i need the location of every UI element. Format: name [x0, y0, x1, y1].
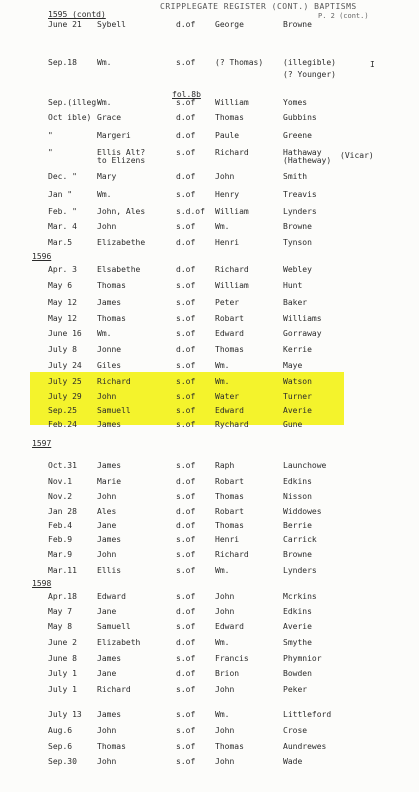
entry-date: Sep.6: [48, 742, 73, 751]
entry-date: July 24: [48, 361, 82, 370]
entry-row: [0, 329, 419, 343]
entry-rel: s.of: [176, 461, 196, 470]
entry-date: ": [48, 148, 53, 157]
entry-date: Feb.4: [48, 521, 73, 530]
entry-surname: Crose: [283, 726, 308, 735]
entry-rel: d.of: [176, 345, 196, 354]
entry-rel: s.of: [176, 190, 196, 199]
entry-rel: s.of: [176, 361, 196, 370]
entry-first: John: [97, 726, 117, 735]
entry-surname: Berrie: [283, 521, 312, 530]
entry-rel: d.of: [176, 607, 196, 616]
entry-row: [0, 113, 419, 127]
entry-row: [0, 622, 419, 636]
entry-parent: Water: [215, 392, 240, 401]
entry-surname: Treavis: [283, 190, 317, 199]
entry-first: Jane: [97, 521, 117, 530]
entry-date: May 8: [48, 622, 73, 631]
entry-parent: John: [215, 726, 235, 735]
entry-rel: s.of: [176, 377, 196, 386]
entry-date: June 16: [48, 329, 82, 338]
entry-row: [0, 361, 419, 375]
entry-first: John: [97, 550, 117, 559]
entry-parent: William: [215, 281, 249, 290]
entry-date: July 8: [48, 345, 77, 354]
entry-parent: Thomas: [215, 521, 244, 530]
entry-date: Apr.18: [48, 592, 77, 601]
entry-parent: Wm.: [215, 222, 230, 231]
entry-first: James: [97, 420, 122, 429]
entry-row: [0, 172, 419, 186]
entry-surname: Averie: [283, 622, 312, 631]
entry-row: [0, 654, 419, 668]
entry-surname: Smith: [283, 172, 308, 181]
entry-date: May 12: [48, 314, 77, 323]
entry-surname: Carrick: [283, 535, 317, 544]
entry-rel: d.of: [176, 113, 196, 122]
entry-parent: Raph: [215, 461, 235, 470]
entry-rel: s.of: [176, 420, 196, 429]
entry-parent: Robart: [215, 314, 244, 323]
entry-first: Wm.: [97, 58, 112, 67]
entry-date: Jan ": [48, 190, 73, 199]
entry-first: Thomas: [97, 742, 126, 751]
entry-surname: Aundrewes: [283, 742, 327, 751]
vicar-note: (Vicar): [340, 151, 374, 160]
entry-parent: Richard: [215, 148, 249, 157]
entry-row: [0, 726, 419, 740]
entry-first: John: [97, 392, 117, 401]
entry-rel: s.of: [176, 550, 196, 559]
entry-rel: s.of: [176, 742, 196, 751]
entry-date: May 6: [48, 281, 73, 290]
entry-row: [0, 131, 419, 145]
entry-first: James: [97, 654, 122, 663]
entry-parent: Thomas: [215, 742, 244, 751]
entry-rel: s.of: [176, 622, 196, 631]
entry-rel: s.of: [176, 314, 196, 323]
entry-first: Elizabeth: [97, 638, 141, 647]
entry-first: Samuell: [97, 622, 131, 631]
entry-rel: s.of: [176, 58, 196, 67]
entry-date: July 1: [48, 685, 77, 694]
entry-first: Giles: [97, 361, 122, 370]
entry-parent: Edward: [215, 622, 244, 631]
entry-first: Ellis Alt?: [97, 148, 146, 157]
entry-first: Ellis: [97, 566, 122, 575]
entry-surname: Smythe: [283, 638, 312, 647]
entry-rel: s.of: [176, 710, 196, 719]
entry-surname: Edkins: [283, 477, 312, 486]
entry-first: Thomas: [97, 281, 126, 290]
entry-date: Mar.9: [48, 550, 73, 559]
entry-parent: Rychard: [215, 420, 249, 429]
entry-rel: d.of: [176, 238, 196, 247]
entry-row: [0, 461, 419, 475]
entry-first: James: [97, 461, 122, 470]
entry-row: [0, 477, 419, 491]
entry-surname: Nisson: [283, 492, 312, 501]
entry-first: Elsabethe: [97, 265, 141, 274]
entry-parent: William: [215, 207, 249, 216]
entry-parent: Robart: [215, 507, 244, 516]
entry-date: Mar.5: [48, 238, 73, 247]
entry-surname: Hunt: [283, 281, 303, 290]
entry-date: July 13: [48, 710, 82, 719]
entry-parent: Francis: [215, 654, 249, 663]
entry-date: May 12: [48, 298, 77, 307]
entry-surname: Browne: [283, 550, 312, 559]
entry-row: [0, 20, 419, 34]
entry-row: [0, 638, 419, 652]
entry-first: to Elizens: [97, 156, 146, 165]
entry-surname: Averie: [283, 406, 312, 415]
entry-first: Edward: [97, 592, 126, 601]
entry-parent: Thomas: [215, 113, 244, 122]
entry-first: John: [97, 492, 117, 501]
entry-parent: Richard: [215, 550, 249, 559]
entry-row: [0, 222, 419, 236]
entry-surname: Lynders: [283, 566, 317, 575]
entry-parent: Thomas: [215, 345, 244, 354]
entry-first: Marie: [97, 477, 122, 486]
entry-date: Nov.2: [48, 492, 73, 501]
entry-row: [0, 190, 419, 204]
entry-parent: Wm.: [215, 710, 230, 719]
entry-first: James: [97, 535, 122, 544]
entry-date: July 1: [48, 669, 77, 678]
entry-parent: Peter: [215, 298, 240, 307]
entry-parent: Henri: [215, 238, 240, 247]
entry-parent: Edward: [215, 329, 244, 338]
entry-surname: Williams: [283, 314, 322, 323]
entry-parent: John: [215, 592, 235, 601]
entry-row: [0, 507, 419, 521]
entry-date: ": [48, 131, 53, 140]
entry-parent: Paule: [215, 131, 240, 140]
entry-first: Mary: [97, 172, 117, 181]
entry-date: Dec. ": [48, 172, 77, 181]
entry-row: [0, 535, 419, 549]
entry-row: [0, 70, 419, 84]
page-corner-note: P. 2 (cont.): [318, 12, 369, 20]
entry-surname: (illegible): [283, 58, 336, 67]
entry-row: [0, 492, 419, 506]
entry-surname: Littleford: [283, 710, 332, 719]
entry-surname: Hathaway: [283, 148, 322, 157]
entry-first: Jane: [97, 607, 117, 616]
margin-dash: I: [370, 60, 375, 69]
entry-parent: Edward: [215, 406, 244, 415]
entry-row: [0, 238, 419, 252]
entry-rel: d.of: [176, 172, 196, 181]
folio-label: fol.8b: [172, 90, 201, 99]
entry-parent: John: [215, 757, 235, 766]
entry-first: James: [97, 710, 122, 719]
entry-surname: Widdowes: [283, 507, 322, 516]
entry-surname: Peker: [283, 685, 308, 694]
entry-surname: Greene: [283, 131, 312, 140]
entry-first: Richard: [97, 377, 131, 386]
entry-row: [0, 592, 419, 606]
entry-surname: (? Younger): [283, 70, 336, 79]
year-1597: 1597: [32, 439, 52, 448]
entry-date: Oct.31: [48, 461, 77, 470]
entry-row: [0, 392, 419, 406]
entry-rel: d.of: [176, 131, 196, 140]
entry-rel: s.of: [176, 492, 196, 501]
entry-date: Mar.11: [48, 566, 77, 575]
entry-date: Sep.30: [48, 757, 77, 766]
entry-row: [0, 265, 419, 279]
entry-rel: d.of: [176, 477, 196, 486]
entry-first: John, Ales: [97, 207, 146, 216]
entry-row: [0, 742, 419, 756]
entry-date: Feb.24: [48, 420, 77, 429]
entry-rel: s.of: [176, 654, 196, 663]
entry-row: [0, 345, 419, 359]
entry-row: [0, 281, 419, 295]
entry-first: Ales: [97, 507, 117, 516]
entry-parent: William: [215, 98, 249, 107]
entry-row: [0, 566, 419, 580]
entry-surname: Launchowe: [283, 461, 327, 470]
entry-first: Jonne: [97, 345, 122, 354]
entry-row: [0, 607, 419, 621]
entry-row: [0, 521, 419, 535]
entry-surname: Phymnior: [283, 654, 322, 663]
entry-first: John: [97, 757, 117, 766]
entry-row: [0, 406, 419, 420]
entry-first: Margeri: [97, 131, 131, 140]
entry-surname: (Hatheway): [283, 156, 332, 165]
entry-date: Aug.6: [48, 726, 73, 735]
entry-parent: Wm.: [215, 638, 230, 647]
entry-first: Elizabethe: [97, 238, 146, 247]
entry-rel: s.of: [176, 566, 196, 575]
entry-first: Wm.: [97, 190, 112, 199]
entry-date: June 8: [48, 654, 77, 663]
entry-row: [0, 298, 419, 312]
entry-surname: Gune: [283, 420, 303, 429]
entry-date: Mar. 4: [48, 222, 77, 231]
entry-rel: s.d.of: [176, 207, 205, 216]
entry-parent: Wm.: [215, 377, 230, 386]
entry-surname: Watson: [283, 377, 312, 386]
entry-rel: s.of: [176, 535, 196, 544]
entry-rel: d.of: [176, 20, 196, 29]
entry-first: Jane: [97, 669, 117, 678]
entry-first: Sybell: [97, 20, 126, 29]
entry-parent: Henry: [215, 190, 240, 199]
entry-rel: s.of: [176, 392, 196, 401]
entry-date: Nov.1: [48, 477, 73, 486]
entry-first: Richard: [97, 685, 131, 694]
entry-rel: s.of: [176, 592, 196, 601]
entry-surname: Browne: [283, 20, 312, 29]
entry-surname: Lynders: [283, 207, 317, 216]
entry-date: Oct ible): [48, 113, 92, 122]
entry-date: June 21: [48, 20, 82, 29]
entry-date: May 7: [48, 607, 73, 616]
entry-surname: Gubbins: [283, 113, 317, 122]
entry-row: [0, 710, 419, 724]
entry-rel: d.of: [176, 638, 196, 647]
entry-surname: Kerrie: [283, 345, 312, 354]
entry-surname: Yomes: [283, 98, 308, 107]
entry-rel: s.of: [176, 298, 196, 307]
entry-date: Jan 28: [48, 507, 77, 516]
entry-parent: John: [215, 685, 235, 694]
entry-rel: d.of: [176, 265, 196, 274]
entry-parent: Wm.: [215, 361, 230, 370]
entry-rel: s.of: [176, 281, 196, 290]
entry-rel: s.of: [176, 685, 196, 694]
entry-first: John: [97, 222, 117, 231]
continued-note: 1595 (contd): [48, 10, 106, 19]
entry-parent: Robart: [215, 477, 244, 486]
page-header: CRIPPLEGATE REGISTER (CONT.) BAPTISMS: [160, 2, 357, 11]
entry-surname: Edkins: [283, 607, 312, 616]
entry-surname: Bowden: [283, 669, 312, 678]
entry-row: [0, 314, 419, 328]
entry-row: [0, 685, 419, 699]
entry-row: [0, 757, 419, 771]
entry-first: Wm.: [97, 329, 112, 338]
entry-first: James: [97, 298, 122, 307]
entry-rel: s.of: [176, 222, 196, 231]
entry-parent: Wm.: [215, 566, 230, 575]
entry-row: [0, 377, 419, 391]
entry-row: [0, 98, 419, 112]
entry-parent: Brion: [215, 669, 240, 678]
entry-rel: s.of: [176, 726, 196, 735]
entry-parent: John: [215, 172, 235, 181]
entry-first: Samuell: [97, 406, 131, 415]
entry-row: [0, 550, 419, 564]
entry-surname: Gorraway: [283, 329, 322, 338]
entry-rel: d.of: [176, 669, 196, 678]
entry-date: Sep.(illeg-: [48, 98, 101, 107]
entry-surname: Webley: [283, 265, 312, 274]
entry-date: July 25: [48, 377, 82, 386]
entry-date: Sep.18: [48, 58, 77, 67]
entry-date: Feb.9: [48, 535, 73, 544]
entry-first: Wm.: [97, 98, 112, 107]
entry-parent: George: [215, 20, 244, 29]
entry-first: Grace: [97, 113, 122, 122]
year-1596: 1596: [32, 252, 52, 261]
entry-date: Apr. 3: [48, 265, 77, 274]
entry-date: June 2: [48, 638, 77, 647]
entry-surname: Turner: [283, 392, 312, 401]
entry-rel: s.of: [176, 98, 196, 107]
entry-surname: Baker: [283, 298, 308, 307]
entry-parent: Henri: [215, 535, 240, 544]
entry-row: [0, 156, 419, 170]
entry-rel: s.of: [176, 406, 196, 415]
entry-surname: Tynson: [283, 238, 312, 247]
entry-surname: Wade: [283, 757, 303, 766]
entry-rel: s.of: [176, 148, 196, 157]
entry-rel: d.of: [176, 521, 196, 530]
entry-date: July 29: [48, 392, 82, 401]
entry-rel: s.of: [176, 329, 196, 338]
entry-first: Thomas: [97, 314, 126, 323]
entry-parent: John: [215, 607, 235, 616]
entry-date: Sep.25: [48, 406, 77, 415]
entry-rel: d.of: [176, 507, 196, 516]
entry-surname: Maye: [283, 361, 303, 370]
entry-row: [0, 420, 419, 434]
entry-date: Feb. ": [48, 207, 77, 216]
entry-surname: Browne: [283, 222, 312, 231]
entry-surname: Mcrkins: [283, 592, 317, 601]
year-1598: 1598: [32, 579, 52, 588]
entry-parent: Richard: [215, 265, 249, 274]
entry-parent: Thomas: [215, 492, 244, 501]
entry-parent: (? Thomas): [215, 58, 264, 67]
entry-row: [0, 207, 419, 221]
entry-rel: s.of: [176, 757, 196, 766]
entry-row: [0, 669, 419, 683]
